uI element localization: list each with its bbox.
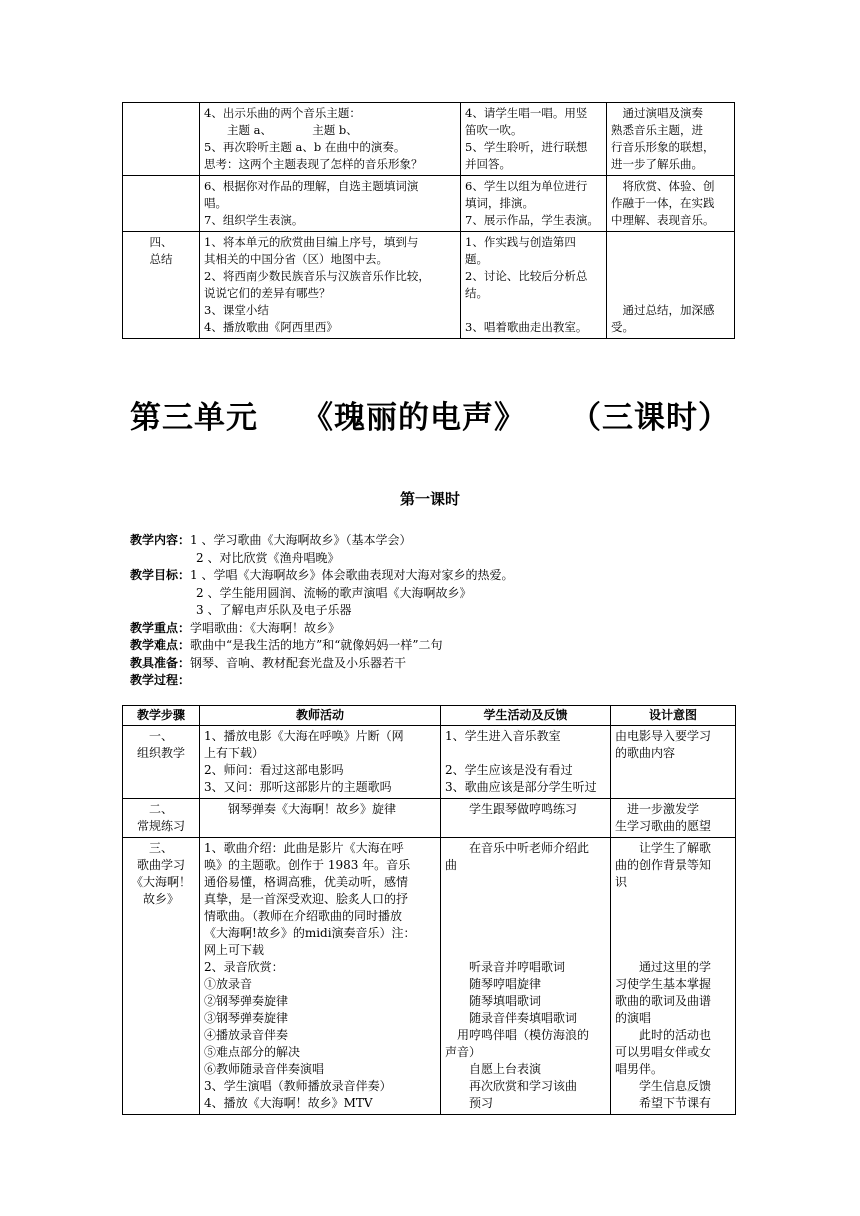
- cell-line: 3、学生演唱（教师播放录音伴奏）: [204, 1079, 392, 1093]
- cell-line: 常规练习: [136, 819, 185, 833]
- header-step: 教学步骤: [123, 706, 200, 726]
- cell-line: [615, 925, 731, 942]
- cell-line: 故乡》: [142, 892, 179, 906]
- process-label: 教学过程：: [130, 673, 191, 687]
- cell-line: 《大海啊！: [130, 875, 191, 889]
- cell-line: 随琴填唱歌词: [445, 994, 542, 1008]
- unit-hours: （三课时）: [570, 400, 730, 436]
- cell-line: 此时的活动也: [615, 1028, 712, 1042]
- cell-line: 3、又问：那听这部影片的主题歌吗: [204, 780, 392, 794]
- table-header-row: [123, 706, 736, 726]
- cell-line: 5、学生聆听，进行联想: [465, 140, 588, 154]
- content-line: 2 、对比欣赏《渔舟唱晚》: [196, 550, 340, 565]
- cell-line: 4、出示乐曲的两个音乐主题：: [204, 106, 361, 120]
- cell-line: 主题 a、 主题 b、: [204, 123, 358, 137]
- cell-line: 填词，排演。: [465, 196, 534, 210]
- cell-line: 一、: [148, 729, 173, 743]
- cell-line: 1、学生进入音乐教室: [445, 729, 561, 743]
- key-text: 学唱歌曲：《大海啊！故乡》: [190, 620, 341, 635]
- goal-line: 1 、学唱《大海啊故乡》体会歌曲表现对大海对家乡的热爱。: [190, 568, 514, 582]
- cell-line: 4、播放歌曲《阿西里西》: [204, 320, 338, 334]
- cell-line: 四、: [149, 235, 173, 249]
- table-row: [123, 799, 736, 838]
- cell-line: 习使学生基本掌握: [615, 977, 712, 991]
- goal-row: [130, 602, 513, 620]
- difficulty-text: 歌曲中“是我生活的地方”和“就像妈妈一样”二句: [190, 638, 443, 652]
- content-label: 教学内容：: [130, 533, 191, 547]
- cell-line: 让学生了解歌: [615, 841, 712, 855]
- content-row: [130, 550, 513, 568]
- cell-line: [445, 874, 606, 891]
- teacher-cell: [200, 176, 461, 232]
- cell-line: ⑤难点部分的解决: [204, 1045, 301, 1059]
- cell-line: [445, 908, 606, 925]
- unit-number: 第三单元: [130, 400, 258, 436]
- cell-line: ⑥教师随录音伴奏演唱: [204, 1062, 325, 1076]
- lesson-plan-table: [122, 705, 736, 1115]
- intent-cell: [607, 176, 735, 232]
- step-cell: [123, 176, 200, 232]
- table-row: [123, 838, 736, 1115]
- header-teacher: 教师活动: [200, 706, 441, 726]
- header-intent: 设计意图: [611, 706, 736, 726]
- cell-line: 预习: [445, 1096, 494, 1110]
- cell-line: 识: [615, 875, 628, 889]
- cell-line: 歌曲学习: [136, 858, 185, 872]
- cell-line: 《大海啊!故乡》的midi演奏音乐）注：: [204, 926, 416, 940]
- cell-line: 进一步了解乐曲。: [611, 157, 703, 171]
- content-row: [130, 532, 513, 550]
- cell-line: 其相关的中国分省（区）地图中去。: [204, 252, 388, 266]
- cell-line: 7、展示作品，学生表演。: [465, 213, 599, 227]
- cell-line: 由电影导入要学习: [615, 729, 712, 743]
- cell-line: 通过演唱及演奏: [611, 106, 703, 120]
- difficulty-label: 教学难点：: [130, 638, 191, 652]
- cell-line: [445, 942, 606, 959]
- cell-line: 4、请学生唱一唱。用竖: [465, 106, 588, 120]
- cell-line: 6、根据你对作品的理解，自选主题填词演: [204, 179, 419, 193]
- cell-line: 1、将本单元的欣赏曲目编上序号，填到与: [204, 235, 419, 249]
- cell-line: 6、学生以组为单位进行: [465, 179, 588, 193]
- lesson-info: [130, 532, 513, 690]
- cell-line: [615, 891, 731, 908]
- cell-line: 2、师问：看过这部电影吗: [204, 763, 344, 777]
- cell-line: 通过总结，加深感: [611, 303, 715, 317]
- cell-line: ③钢琴弹奏旋律: [204, 1011, 289, 1025]
- cell-line: 通过这里的学: [615, 960, 712, 974]
- student-cell: [441, 799, 611, 838]
- cell-line: 1、播放电影《大海在呼唤》片断（网: [204, 729, 404, 743]
- cell-line: 3、歌曲应该是部分学生听过: [445, 780, 597, 794]
- step-cell: [123, 103, 200, 176]
- cell-line: 听录音并哼唱歌词: [445, 960, 566, 974]
- cell-line: [611, 251, 730, 268]
- key-label: 教学重点：: [130, 620, 191, 635]
- cell-line: 唱。: [204, 196, 227, 210]
- cell-line: 进一步激发学: [615, 802, 700, 816]
- cell-line: 思考：这两个主题表现了怎样的音乐形象？: [204, 157, 423, 171]
- tools-text: 钢琴、音响、教材配套光盘及小乐器若干: [190, 655, 407, 670]
- cell-line: 情歌曲。（教师在介绍歌曲的同时播放: [204, 909, 403, 923]
- goal-row: [130, 567, 513, 585]
- cell-line: 希望下节课有: [615, 1096, 712, 1110]
- cell-line: 可以男唱女伴或女: [615, 1045, 712, 1059]
- cell-line: 作融于一体，在实践: [611, 196, 715, 210]
- unit-title: [130, 392, 730, 437]
- cell-line: [465, 302, 602, 319]
- step-cell: [123, 838, 200, 1115]
- intent-cell: [607, 103, 735, 176]
- table-row: [123, 176, 735, 232]
- cell-line: 2、学生应该是没有看过: [445, 763, 573, 777]
- cell-line: [615, 908, 731, 925]
- cell-line: 行音乐形象的联想，: [611, 140, 715, 154]
- student-cell: [461, 232, 607, 339]
- step-cell: [123, 232, 200, 339]
- cell-line: 学生信息反馈: [615, 1079, 712, 1093]
- cell-line: 钢琴弹奏《大海啊！故乡》旋律: [204, 802, 397, 816]
- step-cell: [123, 799, 200, 838]
- cell-line: 总结: [149, 252, 173, 266]
- cell-line: [445, 925, 606, 942]
- cell-line: 2、录音欣赏：: [204, 960, 284, 974]
- cell-line: 曲的创作背景等知: [615, 858, 712, 872]
- cell-line: ①放录音: [204, 977, 253, 991]
- teacher-cell: [200, 103, 461, 176]
- goal-label: 教学目标：: [130, 568, 191, 582]
- goal-row: [130, 585, 513, 603]
- cell-line: [611, 285, 730, 302]
- goal-line: 2 、学生能用圆润、流畅的歌声演唱《大海啊故乡》: [196, 585, 472, 600]
- cell-line: 三、: [148, 841, 173, 855]
- cell-line: 受。: [611, 320, 634, 334]
- cell-line: 题。: [465, 252, 488, 266]
- cell-line: [611, 268, 730, 285]
- cell-line: ④播放录音伴奏: [204, 1028, 289, 1042]
- cell-line: 生学习歌曲的愿望: [615, 819, 712, 833]
- cell-line: 学生跟琴做哼鸣练习: [445, 802, 578, 816]
- student-cell: [461, 103, 607, 176]
- cell-line: 二、: [148, 802, 173, 816]
- cell-line: 的歌曲内容: [615, 746, 676, 760]
- unit-name: 《瑰丽的电声》: [302, 400, 526, 436]
- cell-line: 网上可下载: [204, 943, 265, 957]
- cell-line: 曲: [445, 858, 458, 872]
- content-line: 1 、学习歌曲《大海啊故乡》（基本学会）: [190, 533, 412, 547]
- cell-line: 随录音伴奏填唱歌词: [445, 1011, 578, 1025]
- cell-line: 2、讨论、比较后分析总: [465, 269, 588, 283]
- cell-line: 7、组织学生表演。: [204, 213, 304, 227]
- teacher-cell: [200, 799, 441, 838]
- cell-line: 声音）: [445, 1045, 482, 1059]
- cell-line: 唤》的主题歌。创作于 1983 年。音乐: [204, 858, 411, 872]
- cell-line: 结。: [465, 286, 488, 300]
- goal-line: 3 、了解电声乐队及电子乐器: [196, 603, 352, 617]
- cell-line: 1、作实践与创造第四: [465, 235, 576, 249]
- cell-line: 3、课堂小结: [204, 303, 269, 317]
- header-student: 学生活动及反馈: [441, 706, 611, 726]
- intent-cell: [607, 232, 735, 339]
- cell-line: 2、将西南少数民族音乐与汉族音乐作比较，: [204, 269, 430, 283]
- cell-line: 真挚，是一首深受欢迎、脍炙人口的抒: [204, 892, 409, 906]
- cell-line: 唱男伴。: [615, 1062, 664, 1076]
- cell-line: 3、唱着歌曲走出教室。: [465, 320, 588, 334]
- lesson-title: 第一课时: [399, 490, 460, 508]
- cell-line: 笛吹一吹。: [465, 123, 523, 137]
- cell-line: ②钢琴弹奏旋律: [204, 994, 289, 1008]
- cell-line: 熟悉音乐主题，进: [611, 123, 703, 137]
- cell-line: [445, 745, 606, 762]
- cell-line: 再次欣赏和学习该曲: [445, 1079, 578, 1093]
- cell-line: 自愿上台表演: [445, 1062, 542, 1076]
- cell-line: 说说它们的差异有哪些？: [204, 286, 331, 300]
- student-cell: [441, 838, 611, 1115]
- cell-line: [615, 942, 731, 959]
- cell-line: 4、播放《大海啊！故乡》MTV: [204, 1096, 373, 1110]
- cell-line: 将欣赏、体验、创: [611, 179, 715, 193]
- cell-line: [611, 234, 730, 251]
- table-row: [123, 232, 735, 339]
- difficulty-row: [130, 637, 513, 655]
- teacher-cell: [200, 232, 461, 339]
- cell-line: 用哼鸣伴唱（模仿海浪的: [445, 1028, 590, 1042]
- intent-cell: [611, 799, 736, 838]
- cell-line: 歌曲的歌词及曲谱: [615, 994, 712, 1008]
- table-row: [123, 103, 735, 176]
- cell-line: 1、歌曲介绍：此曲是影片《大海在呼: [204, 841, 404, 855]
- cell-line: 中理解、表现音乐。: [611, 213, 715, 227]
- cell-line: 通俗易懂，格调高雅，优美动听，感情: [204, 875, 409, 889]
- cell-line: 随琴哼唱旋律: [445, 977, 542, 991]
- teacher-cell: [200, 838, 441, 1115]
- cell-line: 的演唱: [615, 1011, 652, 1025]
- teacher-cell: [200, 726, 441, 799]
- key-row: [130, 620, 513, 638]
- cell-line: 上有下载）: [204, 746, 265, 760]
- student-cell: [441, 726, 611, 799]
- intent-cell: [611, 838, 736, 1115]
- table-row: [123, 726, 736, 799]
- cell-line: 组织教学: [136, 746, 185, 760]
- tools-row: [130, 655, 513, 673]
- intent-cell: [611, 726, 736, 799]
- process-row: [130, 672, 513, 690]
- cell-line: 并回答。: [465, 157, 511, 171]
- continued-lesson-table: [122, 102, 735, 339]
- cell-line: 5、再次聆听主题 a、b 在曲中的演奏。: [204, 140, 406, 154]
- cell-line: 在音乐中听老师介绍此: [445, 841, 590, 855]
- tools-label: 教具准备：: [130, 655, 191, 670]
- student-cell: [461, 176, 607, 232]
- step-cell: [123, 726, 200, 799]
- cell-line: [445, 891, 606, 908]
